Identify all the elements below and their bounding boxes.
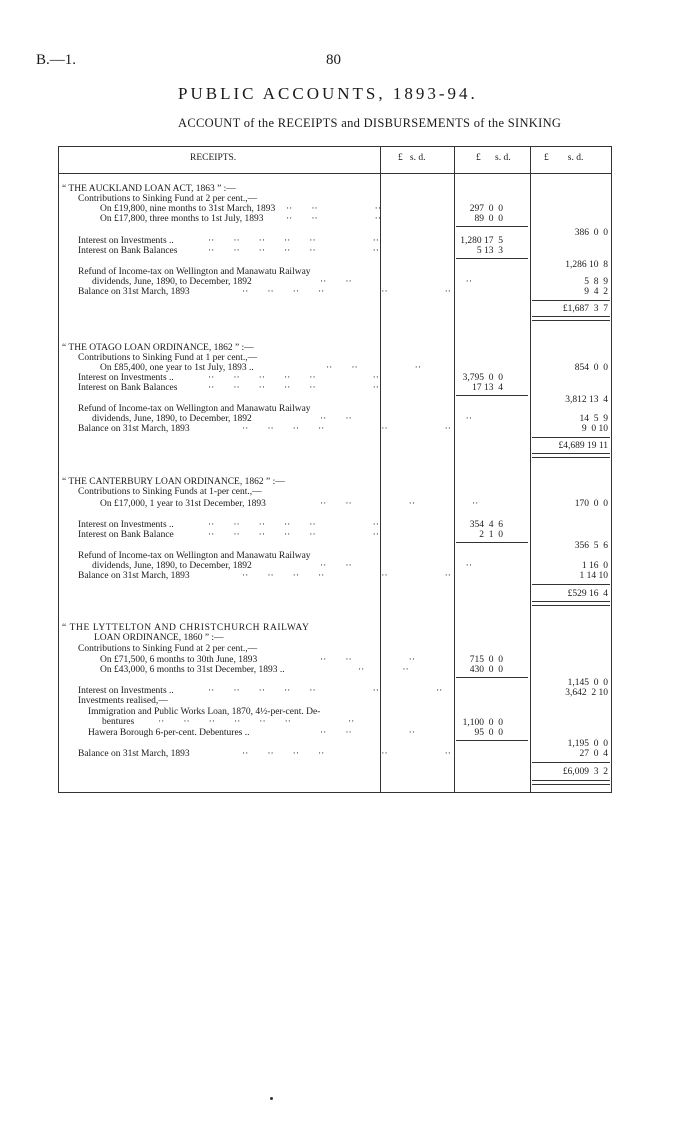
subtotal-rule [456,740,528,741]
line-item: On £17,000, 1 year to 31st December, 1893 [100,499,266,509]
account-subtitle: ACCOUNT of the RECEIPTS and DISBURSEMENTS of the SINKING [178,116,562,130]
leader-dots: ·· ·· ·· ·· ·· ·· [208,383,379,393]
amount: 1,286 10 8 [565,260,608,270]
line-item: Refund of Income-tax on Wellington and Manawatu Railway [78,404,311,414]
section-total: £1,687 3 7 [562,304,608,314]
amount: 854 0 0 [574,363,608,373]
total-double-rule [532,453,610,458]
amount: 9 0 10 [581,424,608,434]
amount: 3,642 2 10 [565,688,608,698]
line-item: bentures [102,717,135,727]
leader-dots: ·· ·· ·· ·· ·· ·· ·· [158,717,355,727]
leader-dots: ·· ·· ·· [320,414,472,424]
line-item: Balance on 31st March, 1893 [78,571,190,581]
header-rule [58,173,612,174]
receipts-table [58,146,612,793]
line-item: On £71,500, 6 months to 30th June, 1893 [100,655,258,665]
receipts-column-header: RECEIPTS. [190,153,237,163]
line-item: Interest on Bank Balances [78,383,178,393]
total-double-rule [532,780,610,785]
line-item: On £19,800, nine months to 31st March, 1893 [100,204,276,214]
amount: 1,145 0 0 [567,678,608,688]
section-heading: “ THE AUCKLAND LOAN ACT, 1863 ” :— [62,184,236,194]
pounds-column-1-header: £ s. d. [398,153,426,163]
total-double-rule [532,601,610,606]
line-item: Interest on Investments .. [78,520,174,530]
line-item: dividends, June, 1890, to December, 1892 [92,414,252,424]
amount: 2 1 0 [479,530,503,540]
section-heading: “ THE CANTERBURY LOAN ORDINANCE, 1862 ” :— [62,477,285,487]
leader-dots: ·· ·· ·· [320,561,472,571]
line-item: Balance on 31st March, 1893 [78,287,190,297]
amount: 386 0 0 [574,228,608,238]
section-total: £529 16 4 [567,589,608,599]
print-speck [270,1097,273,1100]
subtotal-rule [456,226,528,227]
pounds-column-3-header: £ s. d. [544,153,584,163]
leader-dots: ·· ·· [320,665,409,675]
line-item: On £17,800, three months to 1st July, 1893 [100,214,264,224]
subtotal-rule [456,258,528,259]
subtotal-rule [456,395,528,396]
leader-dots: ·· ·· ·· ·· ·· ·· [242,287,451,297]
leader-dots: ·· ·· ·· [320,277,472,287]
leader-dots: ·· ·· ·· [286,204,381,214]
column-divider-3 [530,146,531,793]
leader-dots: ·· ·· ·· ·· ·· ·· [208,236,379,246]
table-left-rule [58,146,59,793]
leader-dots: ·· ·· ·· ·· ·· ·· ·· [208,686,443,696]
amount: 715 0 0 [469,655,503,665]
leader-dots: ·· ·· ·· [326,363,421,373]
line-item: Interest on Investments .. [78,373,174,383]
total-rule [532,437,610,438]
leader-dots: ·· ·· ·· ·· ·· ·· [242,424,451,434]
amount: 9 4 2 [584,287,608,297]
column-divider-2 [454,146,455,793]
amount: 1 16 0 [581,561,608,571]
amount: 170 0 0 [574,499,608,509]
leader-dots: ·· ·· ·· ·· ·· ·· [208,520,379,530]
total-rule [532,762,610,763]
table-bottom-rule [58,792,612,793]
total-rule [532,300,610,301]
leader-dots: ·· ·· ·· ·· ·· ·· [208,246,379,256]
total-double-rule [532,316,610,321]
amount: 354 4 6 [469,520,503,530]
amount: 3,812 13 4 [565,395,608,405]
leader-dots: ·· ·· ·· ·· ·· ·· [208,530,379,540]
amount: 95 0 0 [474,728,503,738]
line-item: Contributions to Sinking Funds at 1-per cent.,— [78,487,262,497]
amount: 17 13 4 [472,383,503,393]
table-top-rule [58,146,612,147]
amount: 356 5 6 [574,541,608,551]
leader-dots: ·· ·· ·· ·· ·· ·· [208,373,379,383]
leader-dots: ·· ·· ·· ·· [320,499,479,509]
amount: 430 0 0 [469,665,503,675]
line-item: dividends, June, 1890, to December, 1892 [92,277,252,287]
line-item: On £85,400, one year to 1st July, 1893 .. [100,363,254,373]
page-title: PUBLIC ACCOUNTS, 1893-94. [178,84,478,103]
amount: 14 5 9 [579,414,608,424]
amount: 5 13 3 [476,246,503,256]
amount: 1,280 17 5 [460,236,503,246]
line-item: Interest on Investments .. [78,236,174,246]
leader-dots: ·· ·· ·· ·· ·· ·· [242,571,451,581]
amount: 297 0 0 [469,204,503,214]
section-heading-continued: LOAN ORDINANCE, 1860 ” :— [94,633,224,643]
document-reference: B.—1. [36,52,77,68]
amount: 1,100 0 0 [462,718,503,728]
line-item: Balance on 31st March, 1893 [78,424,190,434]
subtotal-rule [456,542,528,543]
leader-dots: ·· ·· ·· [320,728,415,738]
line-item: Contributions to Sinking Fund at 2 per cent.,— [78,644,258,654]
section-heading: “ THE OTAGO LOAN ORDINANCE, 1862 ” :— [62,343,254,353]
leader-dots: ·· ·· ·· [320,655,415,665]
line-item: Refund of Income-tax on Wellington and Manawatu Railway [78,551,311,561]
line-item: Hawera Borough 6-per-cent. Debentures .. [88,728,250,738]
line-item: Balance on 31st March, 1893 [78,749,190,759]
line-item: Contributions to Sinking Fund at 2 per cent.,— [78,194,258,204]
line-item: On £43,000, 6 months to 31st December, 1893 .. [100,665,285,675]
total-rule [532,584,610,585]
line-item: Contributions to Sinking Fund at 1 per cent.,— [78,353,258,363]
section-total: £6,009 3 2 [562,767,608,777]
amount: 1 14 10 [579,571,608,581]
amount: 3,795 0 0 [462,373,503,383]
amount: 5 8 9 [584,277,608,287]
subtotal-rule [456,677,528,678]
section-heading: “ THE LYTTELTON AND CHRISTCHURCH RAILWAY [62,623,310,633]
page-number: 80 [326,52,341,68]
pounds-column-2-header: £ s. d. [476,153,511,163]
line-item: Investments realised,— [78,696,168,706]
table-right-rule [611,146,612,793]
leader-dots: ·· ·· ·· ·· ·· ·· [242,749,451,759]
amount: 89 0 0 [474,214,503,224]
amount: 1,195 0 0 [567,739,608,749]
leader-dots: ·· ·· ·· [286,214,381,224]
amount: 27 0 4 [579,749,608,759]
line-item: Interest on Investments .. [78,686,174,696]
line-item: dividends, June, 1890, to December, 1892 [92,561,252,571]
line-item: Interest on Bank Balance [78,530,174,540]
section-total: £4,689 19 11 [558,441,608,451]
line-item: Immigration and Public Works Loan, 1870, 4½-per-cent. De- [88,707,321,717]
line-item: Refund of Income-tax on Wellington and Manawatu Railway [78,267,311,277]
line-item: Interest on Bank Balances [78,246,178,256]
